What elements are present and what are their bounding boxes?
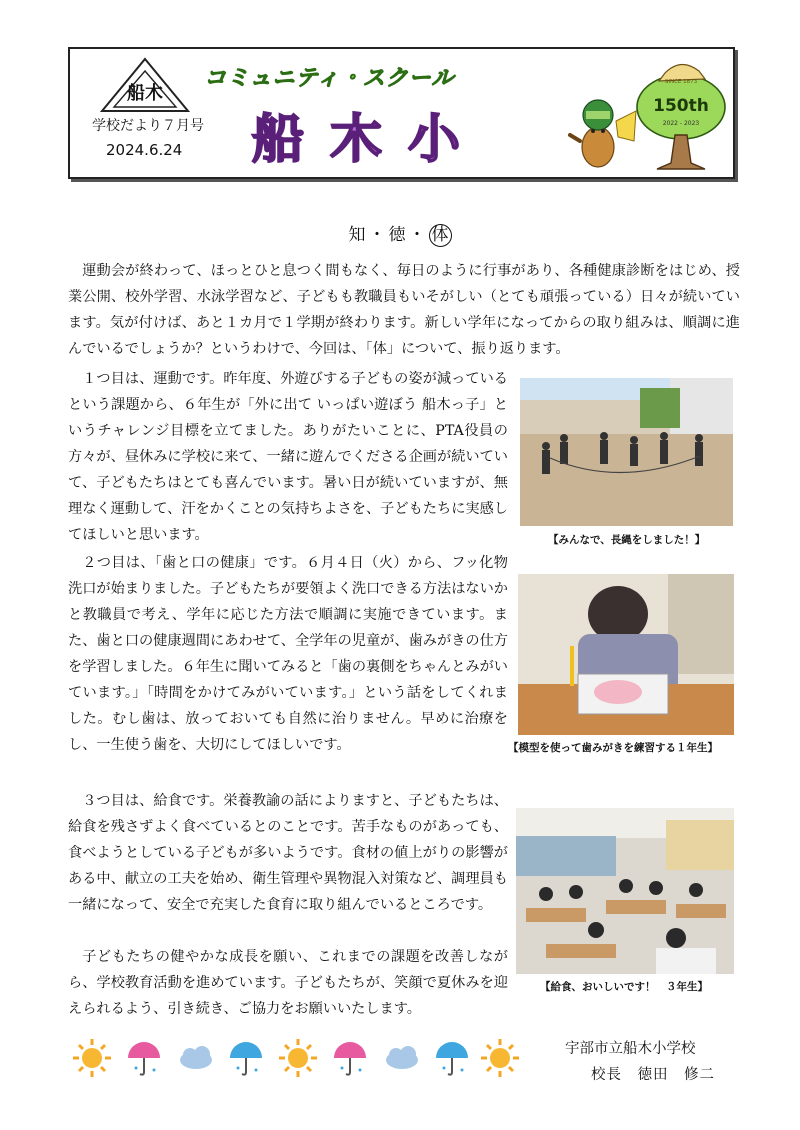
school-signature: 宇部市立船木小学校 — [565, 1041, 696, 1057]
umbrella-icon — [230, 1042, 262, 1075]
closing-paragraph: 子どもたちの健やかな成長を願い、これまでの課題を改善しながら、学校教育活動を進めています。子どもたちが、笑顔で夏休みを迎えられるよう、引き続き、ご協力をお願いいたします。 — [68, 949, 508, 1017]
umbrella-icon — [436, 1042, 468, 1075]
lunch-paragraph: ３つ目は、給食です。栄養教諭の話によりますと、子どもたちは、給食を残さずよく食べているとのことです。苦手なものがあっても、食べようとしている子どもが多いようです。食材の値上がりの影響がある中、献立の工夫を始め、衛生管理や異物混入対策など、調理員も一緒になって、安全で充実した食育に取り組んでいるところです。 — [68, 793, 508, 913]
series-title: コミュニティ・スクール — [204, 66, 455, 91]
principal-signature: 校長 徳田 修二 — [591, 1067, 715, 1083]
school-name-title: 船木小 — [252, 110, 487, 170]
photo2-caption: 【模型を使って歯みがきを練習する１年生】 — [508, 742, 718, 754]
cloud-icon — [180, 1046, 212, 1069]
weather-icon-row — [72, 1036, 522, 1080]
sun-icon — [481, 1039, 519, 1077]
since-label: SINCE 1873 — [664, 79, 698, 85]
umbrella-icon — [334, 1042, 366, 1075]
photo1-caption: 【みんなで、長縄をしました！】 — [548, 534, 706, 546]
school-logo — [100, 57, 190, 113]
umbrella-icon — [128, 1042, 160, 1075]
logo-text: 船木 — [127, 83, 163, 104]
photo3-caption: 【給食、おいしいです！ ３年生】 — [540, 981, 708, 993]
sun-icon — [279, 1039, 317, 1077]
mascot-icon — [568, 91, 638, 171]
newsletter-header — [68, 47, 735, 179]
intro-paragraph: 運動会が終わって、ほっとひと息つく間もなく、毎日のように行事があり、各種健康診断をはじめ、授業公開、校外学習、水泳学習など、子どもも教職員もいそがしい（とても頑張っている）日々が続いています。気が付けば、あと１カ月で１学期が終わります。新しい学年になってからの取り組みは、順調に進んでいるでしょうか？というわけで、今回は、「体」について、振り返ります。 — [68, 263, 740, 357]
anniversary-label: 150th — [653, 96, 709, 116]
sun-icon — [73, 1039, 111, 1077]
toothbrush-photo — [518, 574, 734, 735]
issue-label: 学校だより７月号 — [92, 118, 204, 134]
section-title — [0, 220, 800, 247]
anniversary-tree-icon — [635, 55, 727, 171]
section-title-prefix: 知・徳・ — [348, 225, 429, 245]
school-lunch-photo — [516, 808, 734, 974]
jump-rope-photo — [520, 378, 733, 526]
anniversary-years: 2022 - 2023 — [662, 120, 700, 127]
issue-date: 2024.6.24 — [106, 141, 183, 159]
dental-paragraph: ２つ目は、「歯と口の健康」です。６月４日（火）から、フッ化物洗口が始まりました。子どもたちが要領よく洗口できる方法はないかと教職員で考え、学年に応じた方法で順調に実施できています。また、歯と口の健康週間にあわせて、全学年の児童が、歯みがきの仕方を学習しました。６年生に聞いてみると「歯の裏側をちゃんとみがいています。」「時間をかけてみがいています。」という話をしてくれました。むし歯は、放っておいても自然に治りません。早めに治療をし、一生使う歯を、大切にしてほしいです。 — [68, 555, 508, 753]
exercise-paragraph: １つ目は、運動です。昨年度、外遊びする子どもの姿が減っているという課題から、６年生が「外に出て いっぱい遊ぼう 船木っ子」というチャレンジ目標を立てました。ありがたいことに、PTA役員の方々が、昼休みに学校に来て、一緒に遊んでくださる企画が続いていて、子どもたちはとても喜んでいます。暑い日が続いていますが、無理なく運動して、汗をかくことの気持ちよさを、子どもたちに実感してほしいと思います。 — [68, 371, 508, 543]
cloud-icon — [386, 1046, 418, 1069]
section-title-emphasis: 体 — [429, 224, 452, 247]
